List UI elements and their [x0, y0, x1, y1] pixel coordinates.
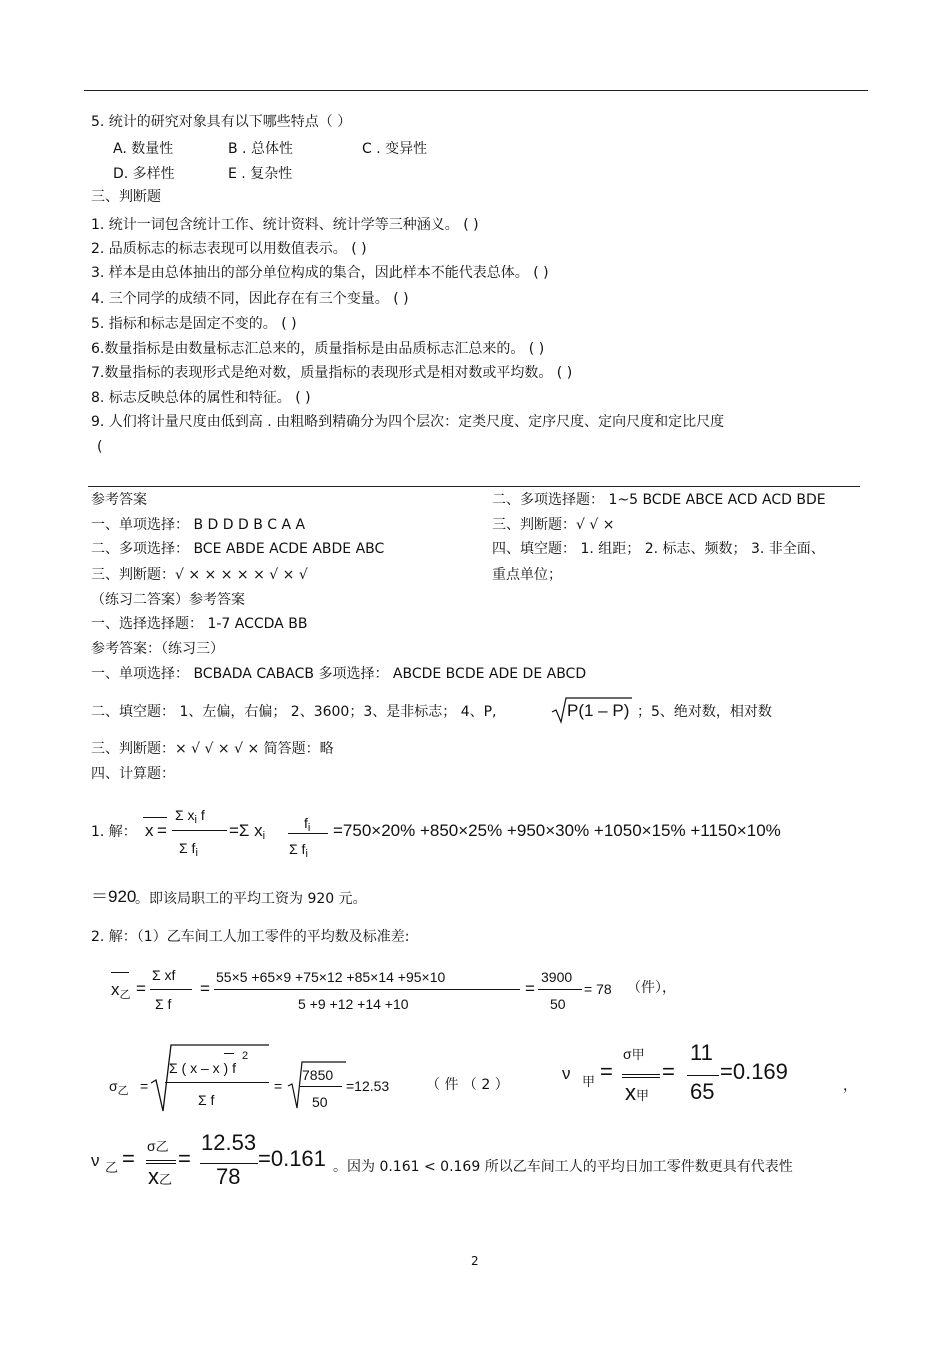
frac-bar — [165, 1082, 269, 1083]
v-yi-eq: = — [178, 1146, 191, 1171]
v-jia-frac-den: 65 — [690, 1079, 715, 1104]
sq2-den: 50 — [312, 1094, 328, 1110]
judgement-item: 6.数量指标是由数量标志汇总来的，质量指标是由品质标志汇总来的。 ( ) — [91, 341, 545, 357]
answer-line: 二、多项选择： BCE ABDE ACDE ABDE ABC — [91, 541, 385, 557]
frac-bar — [172, 830, 227, 831]
answer-right-line: 四、填空题： 1. 组距； 2. 标志、频数； 3. 非全面、 — [492, 541, 825, 557]
calc2-num-b: 55×5 +65×9 +75×12 +85×14 +95×10 — [216, 969, 446, 985]
question-5: 5. 统计的研究对象具有以下哪些特点（ ） — [91, 114, 352, 130]
frac-bar — [214, 989, 520, 990]
answer-line: 一、单项选择： BCBADA CABACB 多项选择： ABCDE BCDE ADE DE ABCD — [91, 666, 587, 682]
v-yi-frac-num: 12.53 — [201, 1130, 257, 1155]
answer-line: 一、单项选择： B D D D B C A A — [91, 517, 306, 533]
judgement-item: 4. 三个同学的成绩不同，因此存在有三个变量。 ( ) — [91, 291, 409, 307]
xbar-overline — [146, 1160, 176, 1161]
v-yi: ν — [91, 1151, 100, 1170]
option-c: C . 变异性 — [362, 141, 428, 157]
calc2-label: 2. 解：（1）乙车间工人加工零件的平均数及标准差: — [91, 929, 410, 945]
calc1-rhs: =750×20% +850×25% +950×30% +1050×15% +1150×10% — [333, 821, 781, 840]
sq2-num: 7850 — [302, 1067, 334, 1083]
comma: ， — [843, 1078, 857, 1094]
sq-num: Σ ( x – x ) f — [169, 1060, 236, 1076]
calc1-label: 1. 解： — [91, 824, 137, 840]
xbar-overline — [143, 817, 167, 818]
answer-line: （练习二答案）参考答案 — [91, 592, 245, 608]
sigma-yi: $\sigma_乙$ — [109, 1078, 129, 1097]
sq-sup: 2 — [242, 1050, 249, 1062]
option-e: E . 复杂性 — [228, 166, 293, 182]
judgement-item-9-cont: ( — [97, 439, 103, 455]
calc2-den-b: 5 +9 +12 +14 +10 — [298, 996, 409, 1012]
xbar-overline — [622, 1074, 660, 1075]
calc1-den2: Σ $f_i$ — [289, 841, 308, 860]
v-jia-frac-num: 11 — [690, 1040, 713, 1065]
frac-bar — [687, 1075, 719, 1076]
v-yi-num: σ乙 — [147, 1138, 169, 1154]
frac-bar — [300, 1086, 342, 1087]
v-jia-eq: = — [600, 1059, 613, 1084]
judgement-item: 2. 品质标志的标志表现可以用数值表示。 ( ) — [91, 241, 367, 257]
answer-line: 三、判断题：√ × × × × × √ × √ — [91, 567, 308, 583]
v-yi-frac-den: 78 — [216, 1164, 241, 1189]
judge-answer-3: 三、判断题：× √ √ × √ × 简答题：略 — [91, 741, 334, 757]
calc1-den1: Σ $f_i$ — [179, 840, 198, 859]
v-jia-result: =0.169 — [720, 1059, 788, 1084]
sigma-eq: = — [274, 1078, 283, 1094]
calc2-eq: = — [136, 979, 146, 998]
xbar-overline — [224, 1053, 234, 1054]
sigma-eq: = — [140, 1078, 149, 1094]
calc2-den-a: Σ f — [155, 996, 172, 1012]
answer-right-line: 二、多项选择题： 1~5 BCDE ABCE ACD ACD BDE — [492, 492, 826, 508]
calc2-eq: = — [525, 979, 535, 998]
calc2-num-c: 3900 — [541, 969, 573, 985]
judgement-item: 9. 人们将计量尺度由低到高 . 由粗略到精确分为四个层次：定类尺度、定序尺度、定向尺度和定比尺度 — [91, 414, 725, 430]
answer-right-line: 重点单位； — [492, 567, 562, 583]
answers-rule — [88, 486, 860, 487]
fill-prefix: 二、填空题： 1、左偏，右偏； 2、3600；3、是非标志； 4、P, — [91, 704, 497, 720]
xbar-overline — [111, 972, 129, 973]
fill-sqrt: P(1 – P) — [567, 701, 630, 720]
answer-line: 参考答案：（练习三） — [91, 641, 224, 657]
calc2-unit: （件）， — [627, 980, 676, 996]
calc2-result: = 78 — [584, 981, 612, 997]
v-yi-den: x乙 — [148, 1164, 173, 1189]
header-rule — [84, 90, 868, 91]
v-jia-sub: 甲 — [582, 1075, 596, 1090]
calc1-sum2: =Σ $x_i$ — [229, 821, 266, 842]
calc2-num-a: Σ xf — [152, 967, 176, 983]
option-b: B . 总体性 — [228, 141, 293, 157]
judgement-item: 7.数量指标的表现形式是绝对数，质量指标的表现形式是相对数或平均数。 ( ) — [91, 365, 573, 381]
calc1-num2: $f_i$ — [304, 815, 311, 834]
option-d: D. 多样性 — [113, 166, 175, 182]
frac-bar — [622, 1077, 660, 1078]
judgement-item: 5. 指标和标志是固定不变的。 ( ) — [91, 316, 297, 332]
frac-bar — [150, 989, 192, 990]
calc1-num1: Σ $x_i$ f — [175, 807, 205, 826]
v-yi-result: =0.161 — [258, 1146, 326, 1171]
option-a: A. 数量性 — [113, 141, 174, 157]
fill-suffix: ；5、绝对数，相对数 — [637, 704, 772, 720]
v-yi-eq: = — [122, 1146, 135, 1171]
calc2-xbar: $x_乙$ — [111, 980, 131, 1001]
sd-unit: （ 件 （ 2 ） — [426, 1077, 509, 1093]
judgement-heading: 三、判断题 — [91, 189, 161, 205]
page-number: 2 — [471, 1254, 479, 1268]
calc1-result-text: 。即该局职工的平均工资为 920 元。 — [135, 891, 367, 907]
v-jia-den: x甲 — [625, 1080, 650, 1105]
sd-result: =12.53 — [346, 1078, 390, 1094]
v-jia-eq: = — [662, 1059, 675, 1084]
sq-den: Σ f — [198, 1092, 215, 1108]
calc2-den-c: 50 — [550, 996, 566, 1012]
frac-bar — [538, 989, 582, 990]
calc2-eq: = — [200, 979, 210, 998]
calc1-xbar: x — [145, 821, 154, 840]
calc-heading: 四、计算题： — [91, 766, 175, 782]
calc1-result: ＝920 — [91, 887, 137, 906]
v-yi-sub: 乙 — [105, 1161, 119, 1176]
answer-line: 一、选择选择题： 1-7 ACCDA BB — [91, 616, 308, 632]
judgement-item: 1. 统计一词包含统计工作、统计资料、统计学等三种涵义。 ( ) — [91, 217, 479, 233]
calc1-eq: = — [157, 821, 167, 840]
answer-right-line: 三、判断题：√ √ × — [492, 517, 615, 533]
judgement-item: 8. 标志反映总体的属性和特征。 ( ) — [91, 390, 311, 406]
answer-line: 参考答案 — [91, 492, 147, 508]
frac-bar — [288, 833, 328, 834]
v-jia-num: σ甲 — [623, 1046, 645, 1062]
v-jia: ν — [562, 1064, 571, 1083]
judgement-item: 3. 样本是由总体抽出的部分单位构成的集合，因此样本不能代表总体。 ( ) — [91, 265, 549, 281]
conclusion: 。因为 0.161 < 0.169 所以乙车间工人的平均日加工零件数更具有代表性 — [333, 1159, 793, 1175]
